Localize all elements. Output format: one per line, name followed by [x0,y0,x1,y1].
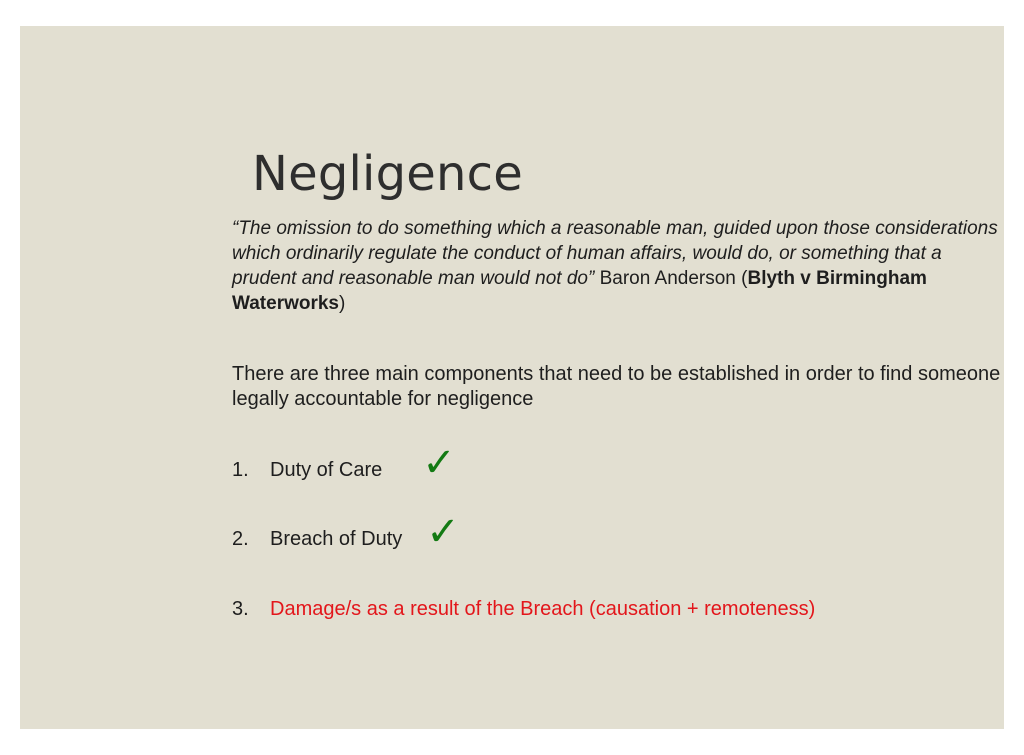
case-name: Blyth v Birmingham Waterworks [232,268,927,314]
list-item-damage [232,594,815,624]
slide [20,26,1004,729]
quote-attribution: Baron Anderson [594,268,736,289]
slide-title: Negligence [252,146,523,202]
list-item-breach-of-duty [232,509,460,555]
list-item-duty-of-care [232,440,456,486]
case-close-paren: ) [339,293,346,314]
list-number: 3. [232,597,249,620]
list-label: Duty of Care [270,458,383,481]
quote-text: “The omission to do something which a reasonable man, guided upon those considerations which ordinarily regulate the conduct of human affairs, would do, or something that a prudent and reasonable man would not do” [232,218,998,289]
list-label: Damage/s as a result of the Breach (causation + remoteness) [270,597,816,620]
list-number: 2. [232,527,249,550]
intro-text: There are three main components that need to be established in order to find someone legally accountable for negligence [232,363,1001,410]
list-number: 1. [232,458,249,481]
definition-quote [232,216,1002,316]
list-label: Breach of Duty [270,527,403,550]
checkmark-icon: ✓ [426,509,460,555]
checkmark-icon: ✓ [422,440,456,486]
case-open-paren: ( [741,268,748,289]
